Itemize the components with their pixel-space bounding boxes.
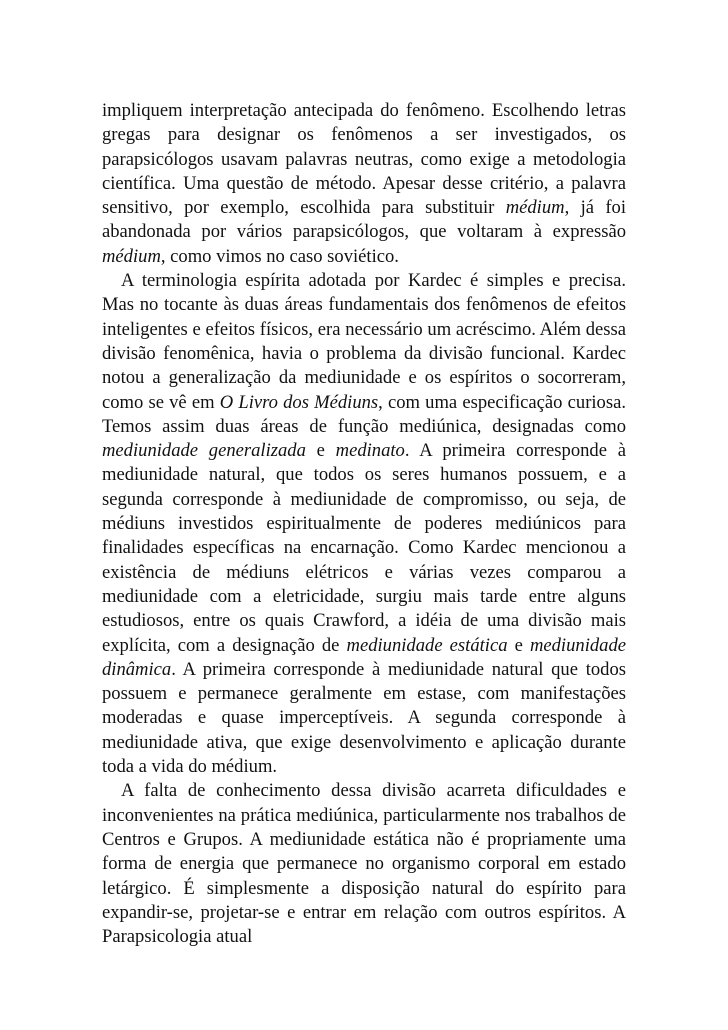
- paragraph-3: [102, 779, 626, 949]
- italic-book-title: O Livro dos Médiuns: [219, 391, 379, 413]
- italic-term-medium: médium: [102, 245, 161, 267]
- text-segment: , com uma especificação curiosa. Temos assim duas áreas de função mediúnica, designadas como: [102, 391, 626, 437]
- paragraph-1: [102, 99, 626, 269]
- text-segment: e: [305, 440, 336, 462]
- text-segment: A terminologia espírita adotada por Kardec é simples e precisa. Mas no tocante às duas áreas fundamentais dos fenômenos de efeitos inteligentes e efeitos físicos, era necessário um acréscimo. Além dessa divisão fenomênica, havia o problema da divisão funcional. Kardec notou a generalização da mediunidade e os espíritos o socorreram, como se vê em: [102, 270, 626, 413]
- paragraph-2: [102, 269, 626, 779]
- italic-term-medinato: medinato: [335, 440, 405, 462]
- italic-term-mediunidade-generalizada: mediunidade generalizada: [102, 440, 306, 462]
- text-segment: , já foi abandonada por vários parapsicólogos, que voltaram à expressão: [102, 197, 626, 243]
- text-segment: , como vimos no caso soviético.: [160, 245, 399, 267]
- italic-term-medium: médium: [505, 197, 565, 219]
- text-segment: impliquem interpretação antecipada do fenômeno. Escolhendo letras gregas para designar os fenômenos a ser investigados, os parapsicólogos usavam palavras neutras, como exige a metodologia científica. Uma questão de método. Apesar desse critério, a palavra sensitivo, por exemplo, escolhida para substituir: [102, 100, 626, 219]
- text-segment: e: [507, 634, 530, 656]
- text-segment: A falta de conhecimento dessa divisão acarreta dificuldades e inconvenientes na prática mediúnica, particularmente nos trabalhos de Centros e Grupos. A mediunidade estática não é propriamente uma forma de energia que permanece no organismo corporal em estado letárgico. É simplesmente a disposição natural do espírito para expandir-se, projetar-se e entrar em relação com outros espíritos. A Parapsicologia atual: [102, 780, 626, 948]
- italic-term-mediunidade-estatica: mediunidade estática: [346, 634, 508, 656]
- text-segment: . A primeira corresponde à mediunidade natural que todos possuem e permanece geralmente em estase, com manifestações moderadas e quase imperceptíveis. A segunda corresponde à mediunidade ativa, que exige desenvolvimento e aplicação durante toda a vida do médium.: [102, 658, 626, 778]
- document-page: [102, 99, 626, 949]
- italic-term-mediunidade-dinamica: mediunidade dinâmica: [102, 634, 626, 680]
- text-segment: . A primeira corresponde à mediunidade natural, que todos os seres humanos possuem, e a segunda corresponde à mediunidade de compromisso, ou seja, de médiuns investidos espiritualmente de poderes mediúnicos para finalidades específicas na encarnação. Como Kardec mencionou a existência de médiuns elétricos e várias vezes comparou a mediunidade com a eletricidade, surgiu mais tarde entre alguns estudiosos, entre os quais Crawford, a idéia de uma divisão mais explícita, com a designação de: [102, 440, 626, 656]
